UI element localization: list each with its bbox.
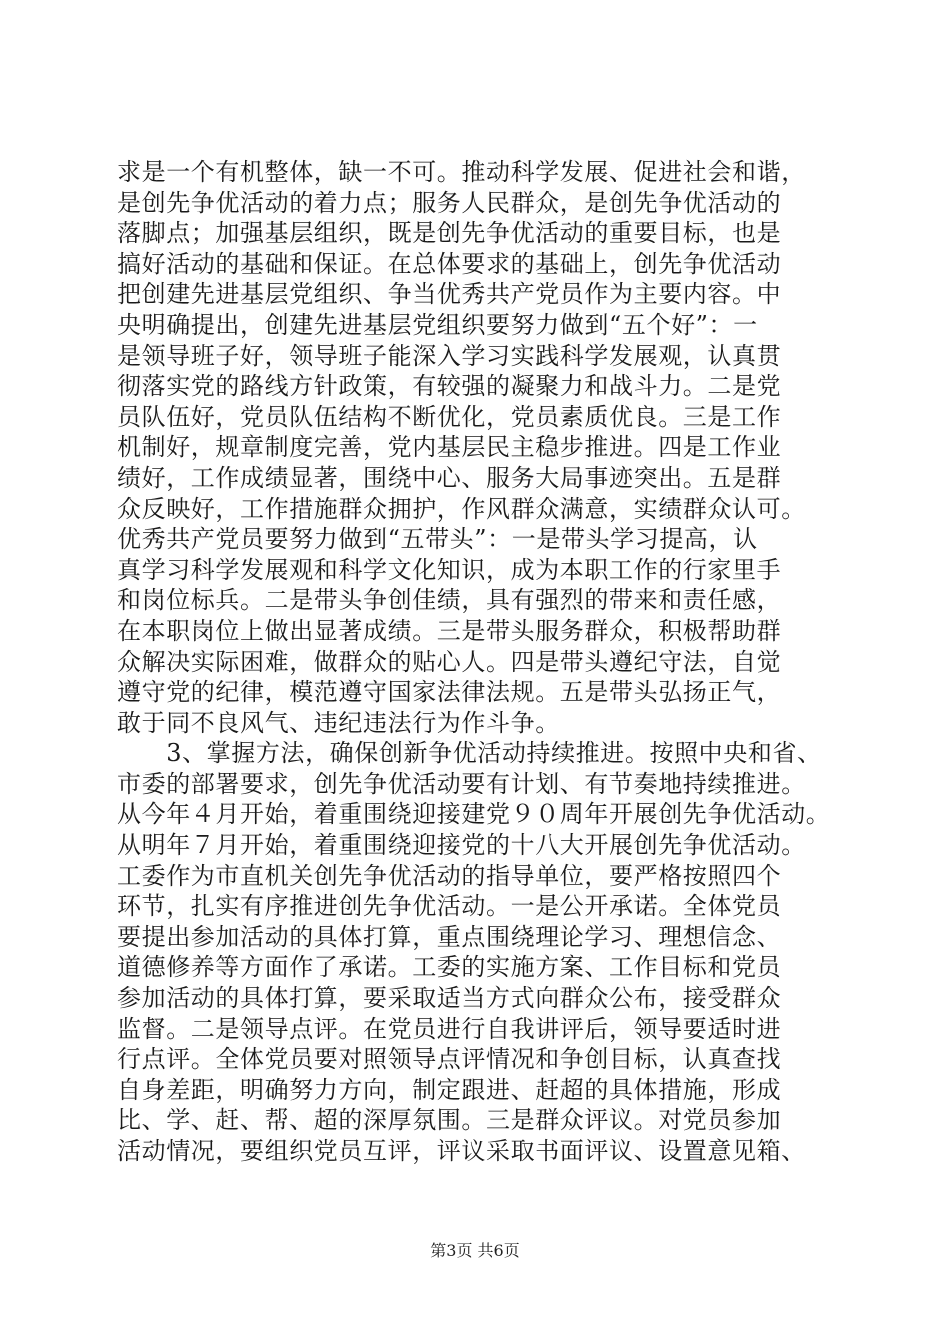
text-line: 在本职岗位上做出显著成绩。三是带头服务群众，积极帮助群	[117, 616, 782, 645]
text-line: 活动情况，要组织党员互评，评议采取书面评议、设置意见箱、	[117, 1137, 806, 1165]
text-line: 优秀共产党员要努力做到“五带头”：一是带头学习提高，认	[117, 525, 758, 554]
text-line: 是领导班子好，领导班子能深入学习实践科学发展观，认真贯	[117, 341, 782, 370]
body-text	[117, 157, 857, 1167]
text-line: 从明年７月开始，着重围绕迎接党的十八大开展创先争优活动。	[117, 831, 806, 860]
text-line: 求是一个有机整体，缺一不可。推动科学发展、促进社会和谐，	[117, 158, 806, 186]
text-line: 彻落实党的路线方针政策，有较强的凝聚力和战斗力。二是党	[117, 372, 782, 401]
text-line: 搞好活动的基础和保证。在总体要求的基础上，创先争优活动	[117, 249, 782, 278]
text-line: 道德修养等方面作了承诺。工委的实施方案、工作目标和党员	[117, 953, 782, 982]
text-line: 环节，扎实有序推进创先争优活动。一是公开承诺。全体党员	[117, 892, 782, 921]
text-line: 绩好，工作成绩显著，围绕中心、服务大局事迹突出。五是群	[117, 463, 782, 492]
text-line: 遵守党的纪律，模范遵守国家法律法规。五是带头弘扬正气，	[117, 678, 782, 707]
text-line: 参加活动的具体打算，要采取适当方式向群众公布，接受群众	[117, 984, 782, 1013]
text-line: 市委的部署要求，创先争优活动要有计划、有节奏地持续推进。	[117, 769, 806, 798]
text-line: 工委作为市直机关创先争优活动的指导单位，要严格按照四个	[117, 861, 782, 890]
text-line: 是创先争优活动的着力点；服务人民群众，是创先争优活动的	[117, 188, 782, 217]
text-line: 机制好，规章制度完善，党内基层民主稳步推进。四是工作业	[117, 433, 782, 462]
text-line: 落脚点；加强基层组织，既是创先争优活动的重要目标，也是	[117, 219, 782, 248]
text-line: 监督。二是领导点评。在党员进行自我讲评后，领导要适时进	[117, 1014, 782, 1043]
text-line: 央明确提出，创建先进基层党组织要努力做到“五个好”：一	[117, 310, 758, 339]
text-line: 3、掌握方法，确保创新争优活动持续推进。按照中央和省、	[117, 739, 822, 768]
text-line: 真学习科学发展观和科学文化知识，成为本职工作的行家里手	[117, 555, 782, 584]
text-line: 敢于同不良风气、违纪违法行为作斗争。	[117, 708, 560, 737]
text-line: 要提出参加活动的具体打算，重点围绕理论学习、理想信念、	[117, 922, 782, 951]
text-line: 从今年４月开始，着重围绕迎接建党９０周年开展创先争优活动。	[117, 800, 831, 829]
text-line: 和岗位标兵。二是带头争创佳绩，具有强烈的带来和责任感，	[117, 586, 782, 615]
text-line: 自身差距，明确努力方向，制定跟进、赶超的具体措施，形成	[117, 1075, 782, 1104]
text-line: 比、学、赶、帮、超的深厚氛围。三是群众评议。对党员参加	[117, 1106, 782, 1135]
text-line: 把创建先进基层党组织、争当优秀共产党员作为主要内容。中	[117, 280, 782, 309]
text-line: 众反映好，工作措施群众拥护，作风群众满意，实绩群众认可。	[117, 494, 806, 523]
text-line: 众解决实际困难，做群众的贴心人。四是带头遵纪守法，自觉	[117, 647, 782, 676]
page-footer: 第3页 共6页	[430, 1241, 520, 1260]
text-line: 员队伍好，党员队伍结构不断优化，党员素质优良。三是工作	[117, 402, 782, 431]
text-line: 行点评。全体党员要对照领导点评情况和争创目标，认真查找	[117, 1045, 782, 1074]
